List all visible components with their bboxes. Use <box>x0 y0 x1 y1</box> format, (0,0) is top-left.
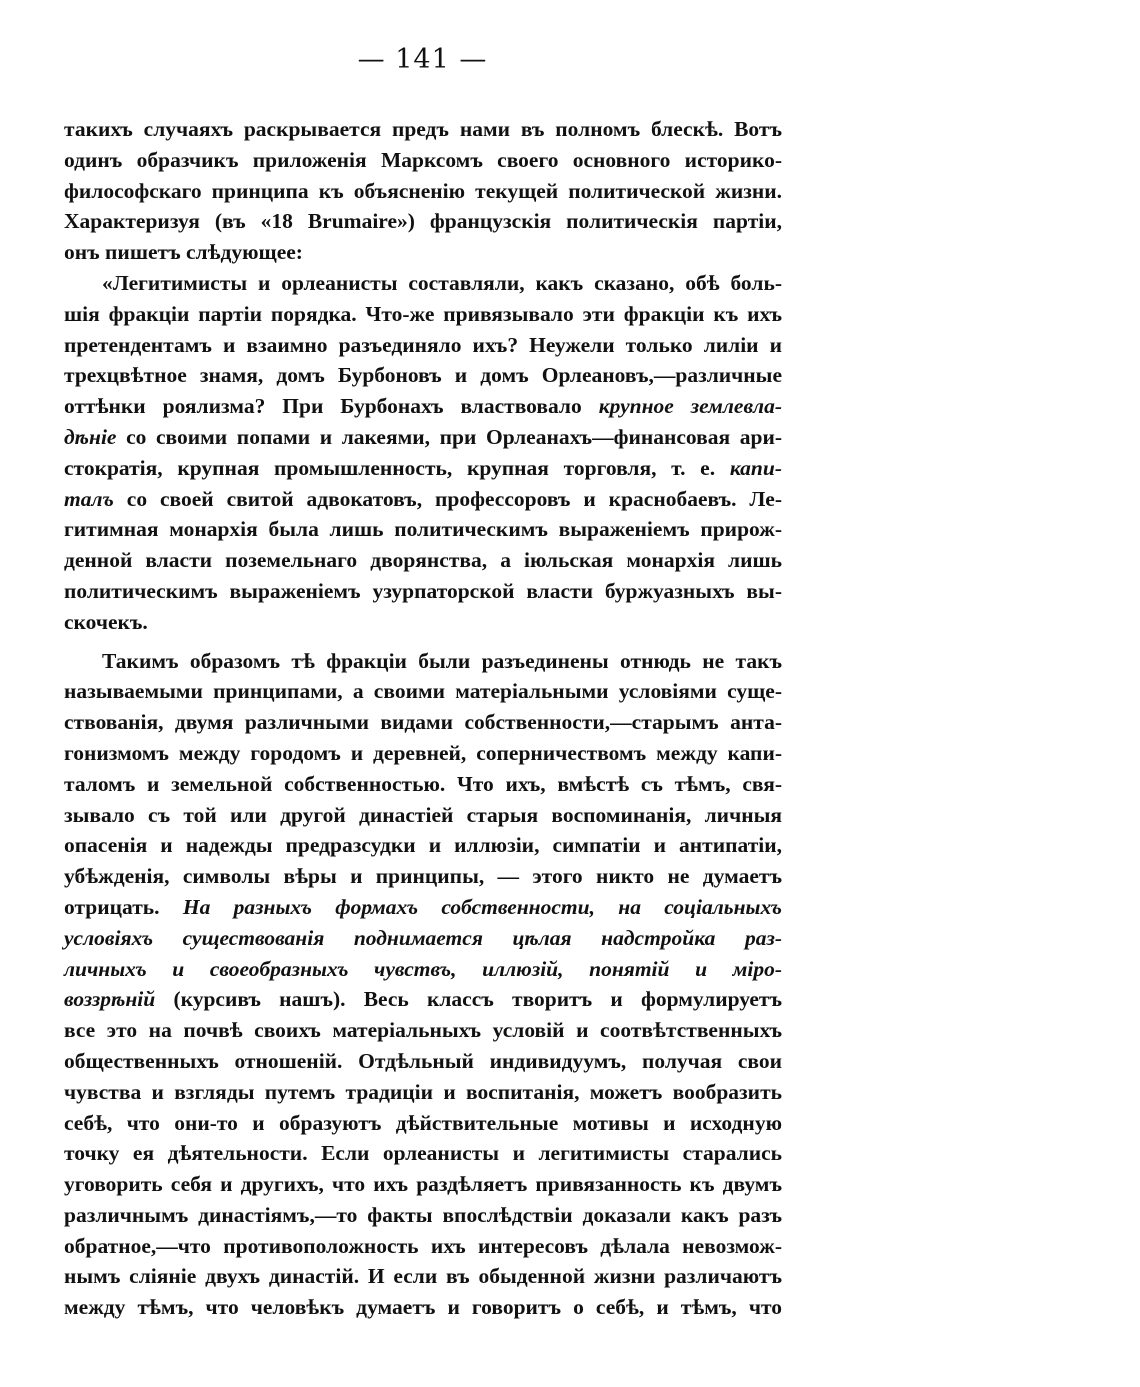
text-line: гонизмомъ между городомъ и деревней, соперничествомъ между капи- <box>64 740 782 765</box>
text-line: философскаго принципа къ объясненію текущей политической жизни. <box>64 178 782 203</box>
italic-run: На разныхъ формахъ собственности, на соціальныхъ <box>182 894 782 919</box>
text-line: уговорить себя и другихъ, что ихъ раздѣляетъ привязанность къ двумъ <box>64 1172 782 1197</box>
text-line: обратное,—что противоположность ихъ интересовъ дѣлала невозмож- <box>64 1233 782 1258</box>
text-line: Характеризуя (въ «18 Brumaire») французскія политическія партіи, <box>64 209 782 234</box>
text-line <box>64 484 782 515</box>
page-number: — 141 — <box>357 44 488 75</box>
text-line: шія фракціи партіи порядка. Что-же привязывало эти фракціи къ ихъ <box>64 301 782 326</box>
text-line: денной власти поземельнаго дворянства, а іюльская монархія лишь <box>64 548 782 573</box>
text-line: трехцвѣтное знамя, домъ Бурбоновъ и домъ Орлеановъ,—различные <box>64 363 782 388</box>
text-line: нымъ сліяніе двухъ династій. И если въ обыденной жизни различаютъ <box>64 1264 782 1289</box>
italic-run: условіяхъ существованія поднимается цѣлая надстройка раз- <box>64 925 782 950</box>
text-line: все это на почвѣ своихъ матеріальныхъ условій и соотвѣтственныхъ <box>64 1018 782 1043</box>
text-line: чувства и взгляды путемъ традиціи и воспитанія, можетъ вообразить <box>64 1079 782 1104</box>
text-line: гитимная монархія была лишь политическимъ выраженіемъ прирож- <box>64 517 782 542</box>
italic-run: талъ <box>64 486 114 511</box>
text-run: оттѣнки роялизма? При Бурбонахъ властвовало <box>64 394 599 419</box>
text-line <box>64 923 782 954</box>
text-line: «Легитимисты и орлеанисты составляли, какъ сказано, обѣ боль- <box>102 270 782 295</box>
text-run: со своими попами и лакеями, при Орлеанахъ—финансовая ари- <box>116 424 782 449</box>
text-run: со своей свитой адвокатовъ, профессоровъ и краснобаевъ. Ле- <box>113 486 782 511</box>
paragraph-intro <box>64 114 782 268</box>
text-line: убѣжденія, символы вѣры и принципы, — этого никто не думаетъ <box>64 864 782 889</box>
text-line: Такимъ образомъ тѣ фракціи были разъединены отнюдь не такъ <box>102 648 782 673</box>
italic-run: личныхъ и своеобразныхъ чувствъ, иллюзій, понятій и міро- <box>64 956 782 981</box>
quote-block <box>64 268 782 638</box>
text-run: (курсивъ нашъ). Весь классъ творитъ и формулируетъ <box>155 987 782 1012</box>
text-line <box>64 422 782 453</box>
text-line: между тѣмъ, что человѣкъ думаетъ и говоритъ о себѣ, и тѣмъ, что <box>64 1295 782 1320</box>
text-line <box>64 954 782 985</box>
text-line: различнымъ династіямъ,—то факты впослѣдствіи доказали какъ разъ <box>64 1202 782 1227</box>
paragraph-gap <box>64 638 782 646</box>
text-line: претендентамъ и взаимно разъединяло ихъ? Неужели только лиліи и <box>64 332 782 357</box>
text-line: точку ея дѣятельности. Если орлеанисты и легитимисты старались <box>64 1141 782 1166</box>
italic-run: крупное землевла- <box>598 394 782 419</box>
text-line: онъ пишетъ слѣдующее: <box>64 240 303 265</box>
text-line: одинъ образчикъ приложенія Марксомъ своего основного историко- <box>64 147 782 172</box>
text-line <box>64 453 782 484</box>
text-line <box>64 892 782 923</box>
text-line: ствованія, двумя различными видами собственности,—старымъ анта- <box>64 710 782 735</box>
text-line: политическимъ выраженіемъ узурпаторской власти буржуазныхъ вы- <box>64 578 782 603</box>
italic-run: воззрѣній <box>64 987 156 1012</box>
italic-run: капи- <box>729 455 782 480</box>
text-line <box>64 984 782 1015</box>
italic-run: дѣніе <box>64 424 117 449</box>
text-line: скочекъ. <box>64 609 148 634</box>
text-run: отрицать. <box>64 894 183 919</box>
text-line <box>64 391 782 422</box>
body-text <box>64 114 782 1323</box>
text-line: таломъ и земельной собственностью. Что ихъ, вмѣстѣ съ тѣмъ, свя- <box>64 771 782 796</box>
text-line: такихъ случаяхъ раскрывается предъ нами въ полномъ блескѣ. Вотъ <box>64 117 782 141</box>
text-line: опасенія и надежды предразсудки и иллюзіи, симпатіи и антипатіи, <box>64 833 782 858</box>
text-run: стократія, крупная промышленность, крупная торговля, т. е. <box>64 455 730 480</box>
text-line: зывало съ той или другой династіей старыя воспоминанія, личныя <box>64 802 782 827</box>
paragraph-main <box>64 646 782 1324</box>
text-line: себѣ, что они-то и образуютъ дѣйствительные мотивы и исходную <box>64 1110 782 1135</box>
text-line: общественныхъ отношеній. Отдѣльный индивидуумъ, получая свои <box>64 1048 782 1073</box>
text-line: называемыми принципами, а своими матеріальными условіями суще- <box>64 679 782 704</box>
